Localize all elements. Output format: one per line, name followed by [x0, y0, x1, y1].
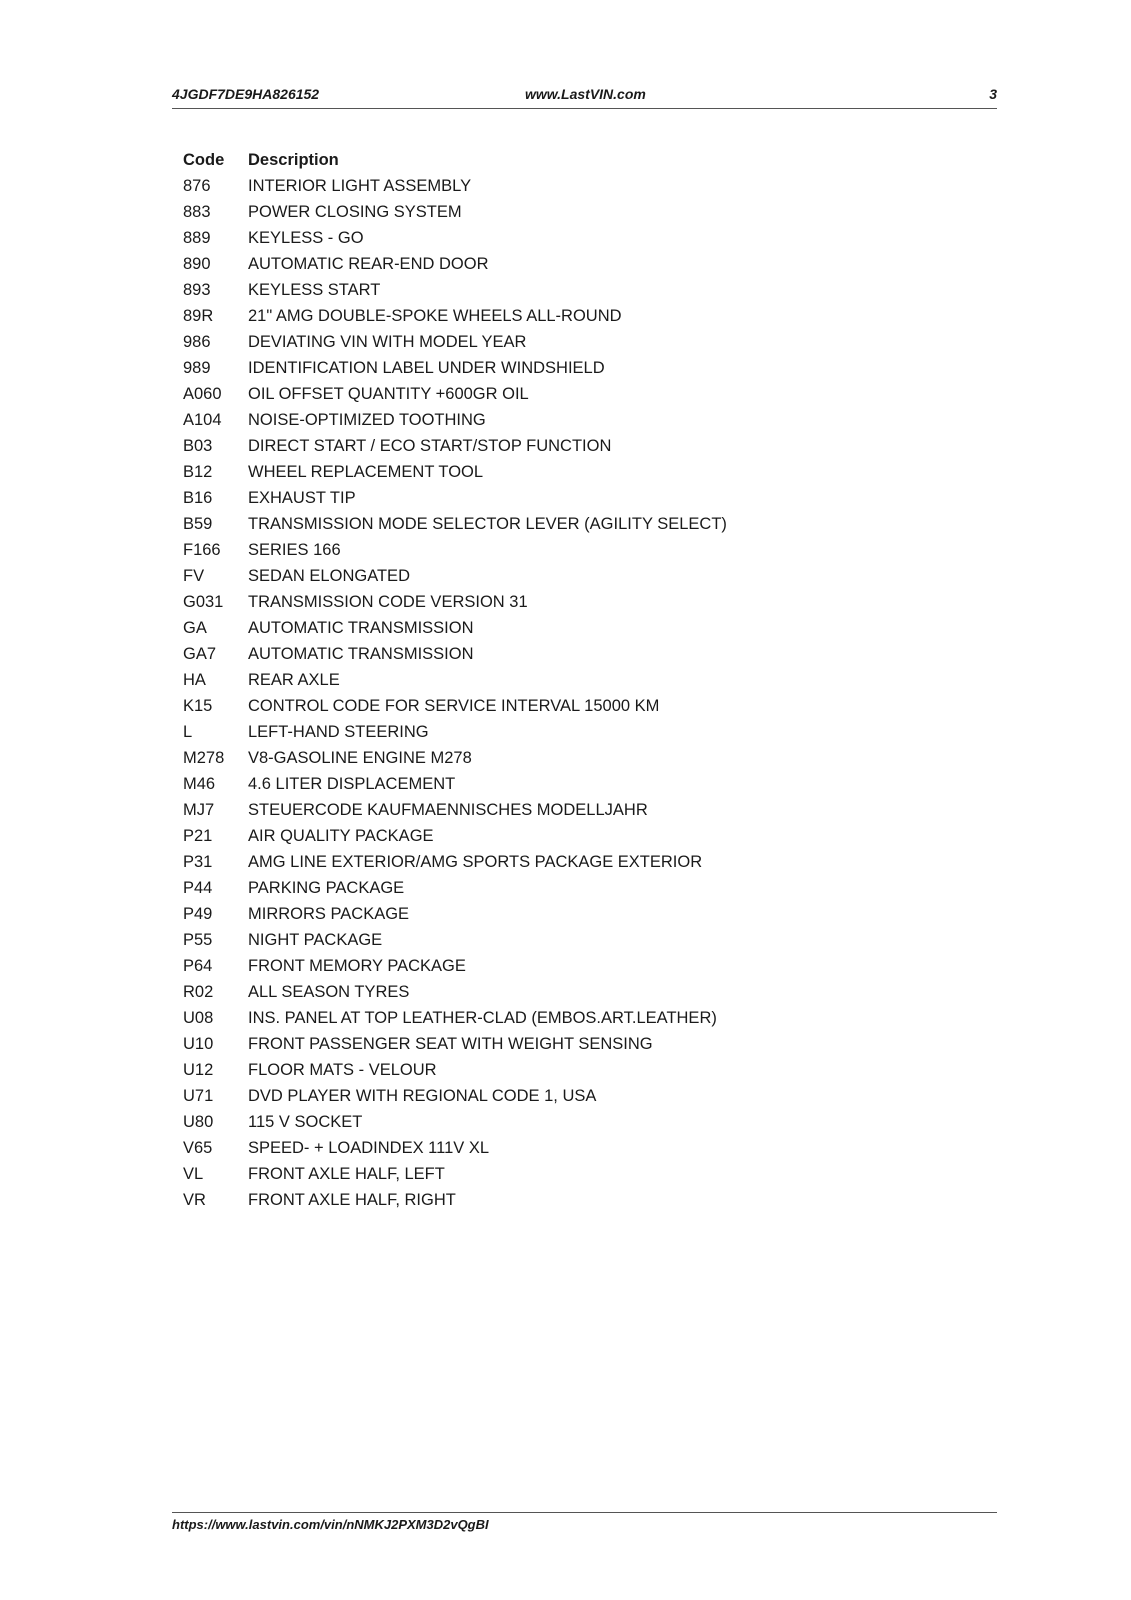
table-row	[183, 719, 883, 745]
table-row	[183, 641, 883, 667]
option-description: SERIES 166	[248, 541, 341, 559]
table-row	[183, 381, 883, 407]
option-code: MJ7	[183, 801, 215, 819]
options-table	[183, 147, 883, 1213]
table-row	[183, 1083, 883, 1109]
table-row	[183, 433, 883, 459]
option-code: F166	[183, 541, 221, 559]
table-row	[183, 745, 883, 771]
option-code: 893	[183, 281, 211, 299]
option-code: B03	[183, 437, 213, 455]
header-site: www.LastVIN.com	[525, 86, 646, 102]
option-description: 21" AMG DOUBLE-SPOKE WHEELS ALL-ROUND	[248, 307, 622, 325]
option-description: FRONT PASSENGER SEAT WITH WEIGHT SENSING	[248, 1035, 653, 1053]
table-row	[183, 1005, 883, 1031]
option-description: FRONT AXLE HALF, LEFT	[248, 1165, 445, 1183]
table-header-row	[183, 147, 883, 173]
table-row	[183, 1161, 883, 1187]
option-description: INS. PANEL AT TOP LEATHER-CLAD (EMBOS.ART.LEATHER)	[248, 1009, 717, 1027]
table-body	[183, 173, 883, 1213]
option-code: M278	[183, 749, 225, 767]
table-row	[183, 303, 883, 329]
option-code: 876	[183, 177, 211, 195]
table-row	[183, 849, 883, 875]
option-description: STEUERCODE KAUFMAENNISCHES MODELLJAHR	[248, 801, 648, 819]
option-description: WHEEL REPLACEMENT TOOL	[248, 463, 484, 481]
description-column-header: Description	[248, 151, 339, 169]
option-code: 989	[183, 359, 211, 377]
option-description: REAR AXLE	[248, 671, 340, 689]
option-code: U71	[183, 1087, 214, 1105]
table-row	[183, 1031, 883, 1057]
page-number: 3	[989, 86, 997, 102]
table-row	[183, 667, 883, 693]
table-row	[183, 797, 883, 823]
option-code: K15	[183, 697, 213, 715]
option-description: 115 V SOCKET	[248, 1113, 363, 1131]
table-row	[183, 589, 883, 615]
option-code: VR	[183, 1191, 206, 1209]
table-row	[183, 251, 883, 277]
option-code: HA	[183, 671, 206, 689]
option-description: LEFT-HAND STEERING	[248, 723, 429, 741]
table-row	[183, 1057, 883, 1083]
option-description: ALL SEASON TYRES	[248, 983, 410, 1001]
option-description: MIRRORS PACKAGE	[248, 905, 410, 923]
table-row	[183, 329, 883, 355]
table-row	[183, 277, 883, 303]
table-row	[183, 199, 883, 225]
option-code: P55	[183, 931, 213, 949]
option-code: P44	[183, 879, 213, 897]
option-description: DIRECT START / ECO START/STOP FUNCTION	[248, 437, 612, 455]
table-row	[183, 1187, 883, 1213]
option-description: NOISE-OPTIMIZED TOOTHING	[248, 411, 486, 429]
footer-url: https://www.lastvin.com/vin/nNMKJ2PXM3D2vQgBI	[172, 1517, 489, 1532]
option-description: TRANSMISSION CODE VERSION 31	[248, 593, 528, 611]
table-row	[183, 953, 883, 979]
table-row	[183, 823, 883, 849]
option-description: AMG LINE EXTERIOR/AMG SPORTS PACKAGE EXTERIOR	[248, 853, 703, 871]
option-code: R02	[183, 983, 214, 1001]
option-code: A060	[183, 385, 222, 403]
option-code: U10	[183, 1035, 214, 1053]
table-row	[183, 511, 883, 537]
option-code: U12	[183, 1061, 214, 1079]
table-row	[183, 173, 883, 199]
option-code: GA7	[183, 645, 217, 663]
option-code: 883	[183, 203, 211, 221]
option-description: AUTOMATIC TRANSMISSION	[248, 645, 474, 663]
option-code: FV	[183, 567, 205, 585]
option-code: B12	[183, 463, 213, 481]
option-description: AIR QUALITY PACKAGE	[248, 827, 434, 845]
option-code: A104	[183, 411, 222, 429]
table-row	[183, 563, 883, 589]
header-vin: 4JGDF7DE9HA826152	[172, 86, 320, 102]
option-description: NIGHT PACKAGE	[248, 931, 383, 949]
option-description: DVD PLAYER WITH REGIONAL CODE 1, USA	[248, 1087, 597, 1105]
table-row	[183, 407, 883, 433]
option-code: G031	[183, 593, 224, 611]
code-column-header: Code	[183, 151, 225, 169]
table-row	[183, 875, 883, 901]
option-description: FRONT MEMORY PACKAGE	[248, 957, 466, 975]
option-description: PARKING PACKAGE	[248, 879, 405, 897]
table-row	[183, 1109, 883, 1135]
table-row	[183, 615, 883, 641]
table-row	[183, 901, 883, 927]
option-description: FLOOR MATS - VELOUR	[248, 1061, 437, 1079]
table-row	[183, 537, 883, 563]
option-code: L	[183, 723, 193, 741]
table-row	[183, 927, 883, 953]
option-code: P21	[183, 827, 213, 845]
table-row	[183, 459, 883, 485]
table-row	[183, 225, 883, 251]
option-description: POWER CLOSING SYSTEM	[248, 203, 462, 221]
option-description: DEVIATING VIN WITH MODEL YEAR	[248, 333, 527, 351]
page-header	[172, 86, 997, 109]
option-description: KEYLESS START	[248, 281, 381, 299]
option-code: M46	[183, 775, 216, 793]
option-description: EXHAUST TIP	[248, 489, 356, 507]
option-description: 4.6 LITER DISPLACEMENT	[248, 775, 456, 793]
option-code: V65	[183, 1139, 213, 1157]
option-code: VL	[183, 1165, 204, 1183]
option-code: P49	[183, 905, 213, 923]
table-row	[183, 355, 883, 381]
option-description: IDENTIFICATION LABEL UNDER WINDSHIELD	[248, 359, 605, 377]
option-code: P31	[183, 853, 213, 871]
option-description: FRONT AXLE HALF, RIGHT	[248, 1191, 456, 1209]
option-description: CONTROL CODE FOR SERVICE INTERVAL 15000 KM	[248, 697, 660, 715]
option-description: TRANSMISSION MODE SELECTOR LEVER (AGILITY SELECT)	[248, 515, 727, 533]
option-description: KEYLESS - GO	[248, 229, 364, 247]
option-code: U08	[183, 1009, 214, 1027]
table-row	[183, 485, 883, 511]
option-description: AUTOMATIC REAR-END DOOR	[248, 255, 489, 273]
option-code: 889	[183, 229, 211, 247]
option-description: OIL OFFSET QUANTITY +600GR OIL	[248, 385, 529, 403]
option-code: U80	[183, 1113, 214, 1131]
option-code: 986	[183, 333, 211, 351]
option-code: GA	[183, 619, 207, 637]
option-code: B59	[183, 515, 213, 533]
option-description: V8-GASOLINE ENGINE M278	[248, 749, 472, 767]
option-description: INTERIOR LIGHT ASSEMBLY	[248, 177, 472, 195]
table-row	[183, 1135, 883, 1161]
table-row	[183, 979, 883, 1005]
option-description: AUTOMATIC TRANSMISSION	[248, 619, 474, 637]
option-code: 890	[183, 255, 211, 273]
option-description: SPEED- + LOADINDEX 111V XL	[248, 1139, 490, 1157]
option-code: P64	[183, 957, 213, 975]
option-description: SEDAN ELONGATED	[248, 567, 410, 585]
table-row	[183, 693, 883, 719]
option-code: B16	[183, 489, 213, 507]
table-row	[183, 771, 883, 797]
option-code: 89R	[183, 307, 214, 325]
page-footer	[172, 1512, 997, 1532]
